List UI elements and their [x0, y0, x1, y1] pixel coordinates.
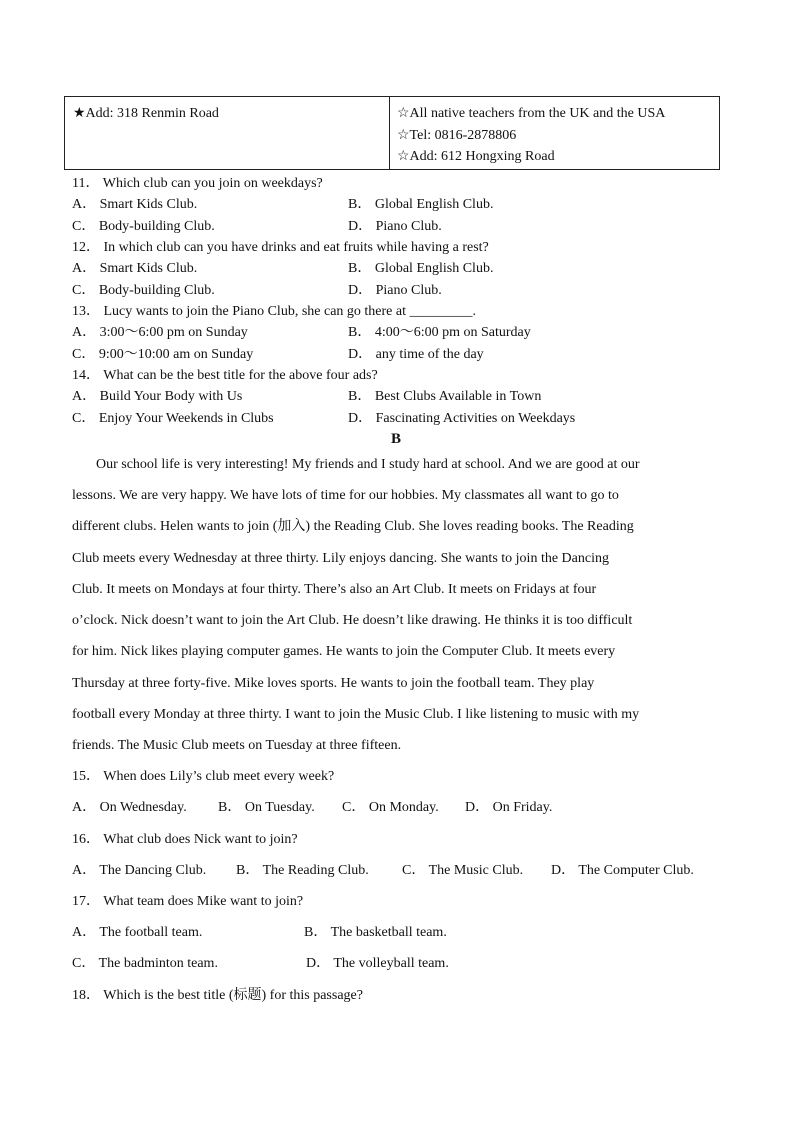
question-16-option-b: B． The Reading Club. — [236, 863, 369, 878]
ads-table — [64, 96, 720, 170]
question-11-option-d: D． Piano Club. — [348, 219, 442, 234]
question-15-option-a: A． On Wednesday. — [72, 800, 187, 815]
question-11-stem: 11． Which club can you join on weekdays? — [72, 176, 323, 191]
passage-line: for him. Nick likes playing computer games. He wants to join the Computer Club. It meets every — [72, 644, 616, 659]
question-11-option-c: C． Body-building Club. — [72, 219, 215, 234]
passage-line: Club. It meets on Mondays at four thirty. There’s also an Art Club. It meets on Fridays at four — [72, 582, 597, 597]
passage-line: Club meets every Wednesday at three thirty. Lily enjoys dancing. She wants to join the Dancing — [72, 551, 609, 566]
passage-line: different clubs. Helen wants to join (加入) the Reading Club. She loves reading books. The Reading — [72, 519, 634, 534]
passage-line: lessons. We are very happy. We have lots of time for our hobbies. My classmates all want to go to — [72, 488, 619, 503]
passage-line: o’clock. Nick doesn’t want to join the Art Club. He doesn’t like drawing. He thinks it is too difficult — [72, 613, 633, 628]
question-11-option-a: A． Smart Kids Club. — [72, 197, 198, 212]
question-12-option-d: D． Piano Club. — [348, 283, 442, 298]
question-14-stem: 14． What can be the best title for the above four ads? — [72, 368, 378, 383]
ad-right-teachers: ☆All native teachers from the UK and the USA — [397, 106, 666, 121]
question-13-option-a: A． 3:00～6:00 pm on Sunday — [72, 325, 248, 340]
ad-right-address: ☆Add: 612 Hongxing Road — [397, 149, 555, 164]
question-15-stem: 15． When does Lily’s club meet every week? — [72, 769, 335, 784]
question-17-option-b: B． The basketball team. — [304, 925, 447, 940]
ad-left-address: ★Add: 318 Renmin Road — [73, 106, 219, 121]
passage-line: Our school life is very interesting! My friends and I study hard at school. And we are good at our — [96, 457, 640, 472]
question-12-option-b: B． Global English Club. — [348, 261, 494, 276]
question-17-option-a: A． The football team. — [72, 925, 203, 940]
question-17-stem: 17． What team does Mike want to join? — [72, 894, 304, 909]
question-17-option-d: D． The volleyball team. — [306, 956, 449, 971]
question-12-option-a: A． Smart Kids Club. — [72, 261, 198, 276]
question-16-option-c: C． The Music Club. — [402, 863, 524, 878]
question-12-stem: 12． In which club can you have drinks and eat fruits while having a rest? — [72, 240, 489, 255]
question-18-stem: 18． Which is the best title (标题) for this passage? — [72, 988, 363, 1003]
question-14-option-a: A． Build Your Body with Us — [72, 389, 243, 404]
question-14-option-d: D． Fascinating Activities on Weekdays — [348, 411, 576, 426]
question-14-option-c: C． Enjoy Your Weekends in Clubs — [72, 411, 274, 426]
passage-line: friends. The Music Club meets on Tuesday at three fifteen. — [72, 738, 402, 753]
question-14-option-b: B． Best Clubs Available in Town — [348, 389, 542, 404]
question-16-option-a: A． The Dancing Club. — [72, 863, 207, 878]
question-15-option-b: B． On Tuesday. — [218, 800, 315, 815]
ad-right-tel: ☆Tel: 0816-2878806 — [397, 128, 517, 143]
question-15-option-c: C． On Monday. — [342, 800, 439, 815]
question-13-option-c: C． 9:00～10:00 am on Sunday — [72, 347, 254, 362]
question-13-option-d: D． any time of the day — [348, 347, 484, 362]
question-16-option-d: D． The Computer Club. — [551, 863, 694, 878]
question-12-option-c: C． Body-building Club. — [72, 283, 215, 298]
question-11-option-b: B． Global English Club. — [348, 197, 494, 212]
question-13-option-b: B． 4:00～6:00 pm on Saturday — [348, 325, 531, 340]
section-b-heading: B — [391, 431, 402, 447]
question-15-option-d: D． On Friday. — [465, 800, 553, 815]
question-13-stem: 13． Lucy wants to join the Piano Club, she can go there at _________. — [72, 304, 476, 319]
question-17-option-c: C． The badminton team. — [72, 956, 218, 971]
question-16-stem: 16． What club does Nick want to join? — [72, 832, 298, 847]
passage-line: football every Monday at three thirty. I want to join the Music Club. I like listening to music with my — [72, 707, 640, 722]
passage-line: Thursday at three forty-five. Mike loves sports. He wants to join the football team. They play — [72, 676, 595, 691]
table-divider — [389, 97, 390, 169]
